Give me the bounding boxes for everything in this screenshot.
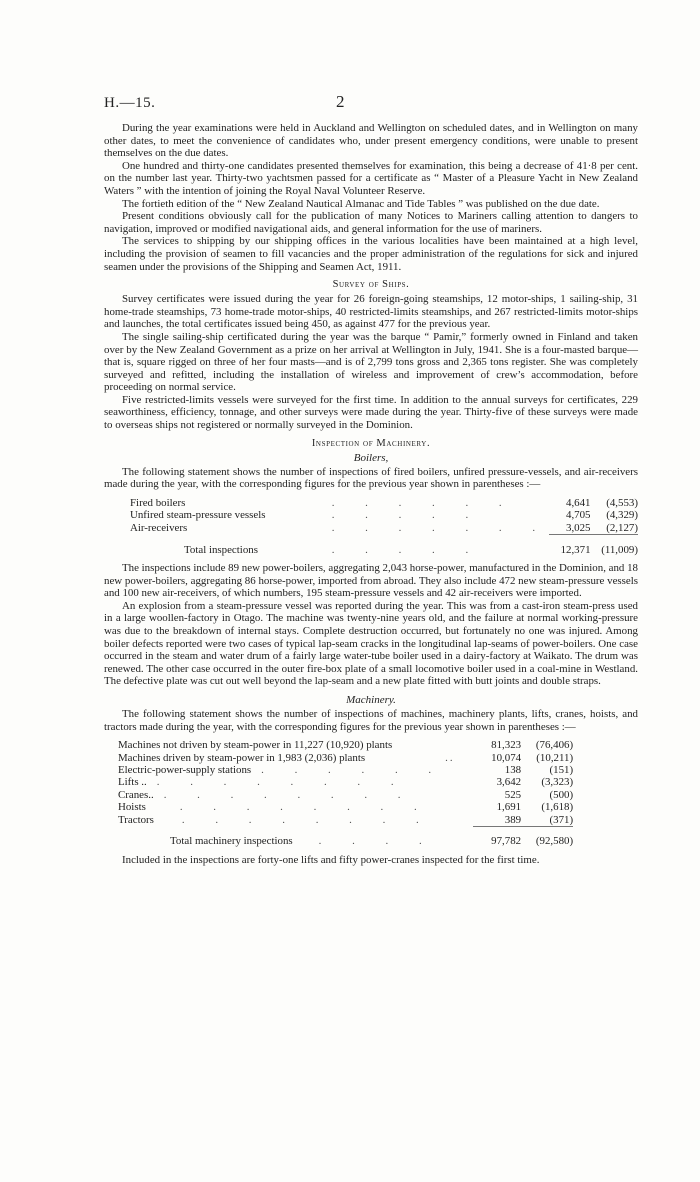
section-title-survey: Survey of Ships. xyxy=(332,279,410,291)
table-row xyxy=(118,814,573,827)
row-label: Fired boilers xyxy=(130,496,186,509)
total-previous: (11,009) xyxy=(591,535,638,556)
row-previous: (500) xyxy=(549,788,574,801)
machinery-inspection-section xyxy=(104,438,638,867)
row-label xyxy=(118,801,445,813)
subsection-title-boilers: Boilers, xyxy=(353,451,389,464)
leader-dots: . . . . . . xyxy=(331,496,516,509)
row-previous: (371) xyxy=(549,813,574,826)
total-label: Total inspections xyxy=(184,543,258,556)
row-previous: (10,211) xyxy=(536,751,574,764)
row-label: Machines driven by steam-power in 1,983 (2,036) plants xyxy=(118,751,366,764)
table-row xyxy=(130,497,638,509)
total-label-text: Total machinery inspections xyxy=(170,835,293,848)
row-previous: (151) xyxy=(549,763,574,776)
total-row xyxy=(118,826,573,847)
row-label: Air-receivers xyxy=(130,522,188,535)
total-value: 12,371 xyxy=(549,535,590,556)
row-value: 4,641 xyxy=(566,496,591,509)
row-label-text: Electric-power-supply stations xyxy=(118,763,252,776)
row-label xyxy=(118,814,445,827)
row-label xyxy=(118,789,445,801)
leader-dots: . . . . . xyxy=(331,543,483,556)
section-title-inspection: Inspection of Machinery. xyxy=(311,437,431,449)
page-header xyxy=(104,92,638,112)
total-label xyxy=(118,826,445,847)
machinery-table xyxy=(118,739,573,848)
paragraph: One hundred and thirty-one candidates presented themselves for examination, this being a decrease of 41·8 per cent. on the number last year. Thirty-two yachtsmen passed for a certificate as “ Master of a Pleasure Yacht in New Zealand Waters ” with the intention of joining the Royal Naval Volunteer Reserve. xyxy=(104,159,638,197)
paragraph: The following statement shows the number of inspections of fired boilers, unfired pressure-vessels, and air-receivers made during the year, with the corresponding figures for the previous year shown in parentheses :— xyxy=(104,465,638,491)
table-row xyxy=(130,522,638,535)
row-value: 81,323 xyxy=(491,739,522,752)
row-previous: (1,618) xyxy=(541,801,574,814)
paragraph: The single sailing-ship certificated during the year was the barque “ Pamir,” formerly owned in Finland and taken over by the New Zealand Government as a prize on her arrival at Wellington in July, 1941. She is a four-masted barque—that is, square rigged on three of her four masts—and is of 2,799 tons gross and 2,365 tons register. She was completely surveyed and refitted, including the installation of wireless and improvement of crew’s accommodation, before proceeding on normal service. xyxy=(104,330,638,394)
row-label: Unfired steam-pressure vessels xyxy=(130,509,266,522)
table-row xyxy=(118,801,573,813)
total-row xyxy=(130,535,638,556)
row-label: Machines not driven by steam-power in 11,227 (10,920) plants xyxy=(118,739,393,752)
paragraph: The fortieth edition of the “ New Zealand Nautical Almanac and Tide Tables ” was published on the due date. xyxy=(122,197,600,210)
leader-dots: . . . . . . . . xyxy=(156,776,408,789)
row-label-text: Tractors xyxy=(118,814,154,827)
row-label-text: Hoists xyxy=(118,801,146,814)
leader-dots: . . . . xyxy=(318,835,436,848)
document-code: H.—15. xyxy=(104,95,156,111)
paragraph: Survey certificates were issued during the year for 26 foreign-going steamships, 12 motor-ships, 1 sailing-ship, 31 home-trade steamships, 73 home-trade motor-ships, 40 restricted-limits steamships, and 267 restricted-limits motor-ships and launches, the total certificates issued being 450, as against 477 for the previous year. xyxy=(104,293,638,331)
table-row xyxy=(118,752,573,764)
leader-dots: .. xyxy=(445,751,455,764)
total-value: 97,782 xyxy=(473,826,521,847)
row-value: 4,705 xyxy=(566,509,591,522)
paragraph: Five restricted-limits vessels were surveyed for the first time. In addition to the annual surveys for certificates, 229 seaworthiness, efficiency, tonnage, and other surveys were made during the year. Thirty-five of these surveys were made to overseas ships not registered or normally surveyed in the Dominion. xyxy=(104,393,638,432)
row-value: 1,691 xyxy=(496,801,522,814)
table-row xyxy=(118,739,573,751)
row-label-text: Lifts .. xyxy=(118,776,147,789)
leader-dots: . . . . . . . . xyxy=(163,788,415,801)
row-label-text: Cranes.. xyxy=(118,788,154,801)
paragraph: Present conditions obviously call for the publication of many Notices to Mariners calling attention to dangers to navigation, improved or modified navigational aids, and general information for the use of mariners. xyxy=(104,210,638,235)
leader-dots: . . . . . . . . xyxy=(181,814,433,827)
paragraph: Included in the inspections are forty-one lifts and fifty power-cranes inspected for the first time. xyxy=(122,853,540,866)
paragraph: During the year examinations were held in Auckland and Wellington on scheduled dates, and in Wellington on many other dates, to meet the convenience of candidates who, under present emergency conditions, were unable to present themselves on the due dates. xyxy=(104,122,638,160)
row-value: 3,025 xyxy=(566,521,591,534)
paragraph: An explosion from a steam-pressure vessel was reported during the year. This was from a cast-iron steam-press used in a large woollen-factory in Otago. The machine was twenty-nine years old, and the failure at normal working-pressure was due to the breakdown of internal stays. Complete destruction occurred, but fortunately no one was injured. Among boiler defects reported were two cases of typical lap-seam cracks in the longitudinal lap-seams of power-boilers. One case occurred in the steam and water drum of a fairly large water-tube boiler used in a dairy-factory at Waikato. The drum was renewed. The other case occurred in the outer fire-box plate of a small locomotive boiler used in a coal-mine in Westland. The defective plate was cut out well beyond the lap-seam and a new plate fitted with butt joints and double straps. xyxy=(104,599,638,688)
intro-section xyxy=(104,122,638,273)
row-label xyxy=(118,764,445,776)
paragraph: The inspections include 89 new power-boilers, aggregating 2,043 horse-power, manufactured in the Dominion, and 18 new power-boilers, aggregating 86 horse-power, imported from abroad. They also include 472 new steam-pressure vessels and 100 new air-receivers, of which numbers, 195 steam-pressure vessels and 42 air-receivers were imported. xyxy=(104,561,638,600)
row-value: 525 xyxy=(504,788,522,801)
table-row xyxy=(118,776,573,788)
paragraph: The services to shipping by our shipping offices in the various localities have been maintained at a high level, including the provision of seamen to fill vacancies and the proper administration of the regulations for sick and injured seamen under the provisions of the Shipping and Seamen Act, 1911. xyxy=(104,235,638,273)
row-value: 389 xyxy=(504,813,522,826)
paragraph: The following statement shows the number of inspections of machines, machinery plants, lifts, cranes, hoists, and tractors made during the year, with the corresponding figures for the previous year shown in parentheses :— xyxy=(104,707,638,733)
leader-dots: . . . . . . xyxy=(261,763,446,776)
table-row xyxy=(118,764,573,776)
subsection-title-machinery: Machinery. xyxy=(346,693,396,706)
row-value: 3,642 xyxy=(496,776,522,789)
leader-dots: . . . . . xyxy=(331,509,483,522)
row-previous: (4,329) xyxy=(606,509,638,522)
boilers-table xyxy=(130,497,638,556)
row-value: 138 xyxy=(504,763,522,776)
row-previous: (76,406) xyxy=(535,739,574,752)
survey-section xyxy=(104,279,638,432)
row-previous: (3,323) xyxy=(541,776,574,789)
table-row xyxy=(118,789,573,801)
leader-dots: . . . . . . . . xyxy=(179,801,431,814)
row-label xyxy=(118,776,445,788)
leader-dots: . . . . . . . xyxy=(331,522,550,535)
total-previous: (92,580) xyxy=(521,826,573,847)
table-row xyxy=(130,509,638,521)
row-previous: (2,127) xyxy=(606,521,638,534)
row-value: 10,074 xyxy=(491,751,522,764)
row-previous: (4,553) xyxy=(606,496,638,509)
leader-dots xyxy=(445,739,473,751)
page-number: 2 xyxy=(336,92,345,111)
